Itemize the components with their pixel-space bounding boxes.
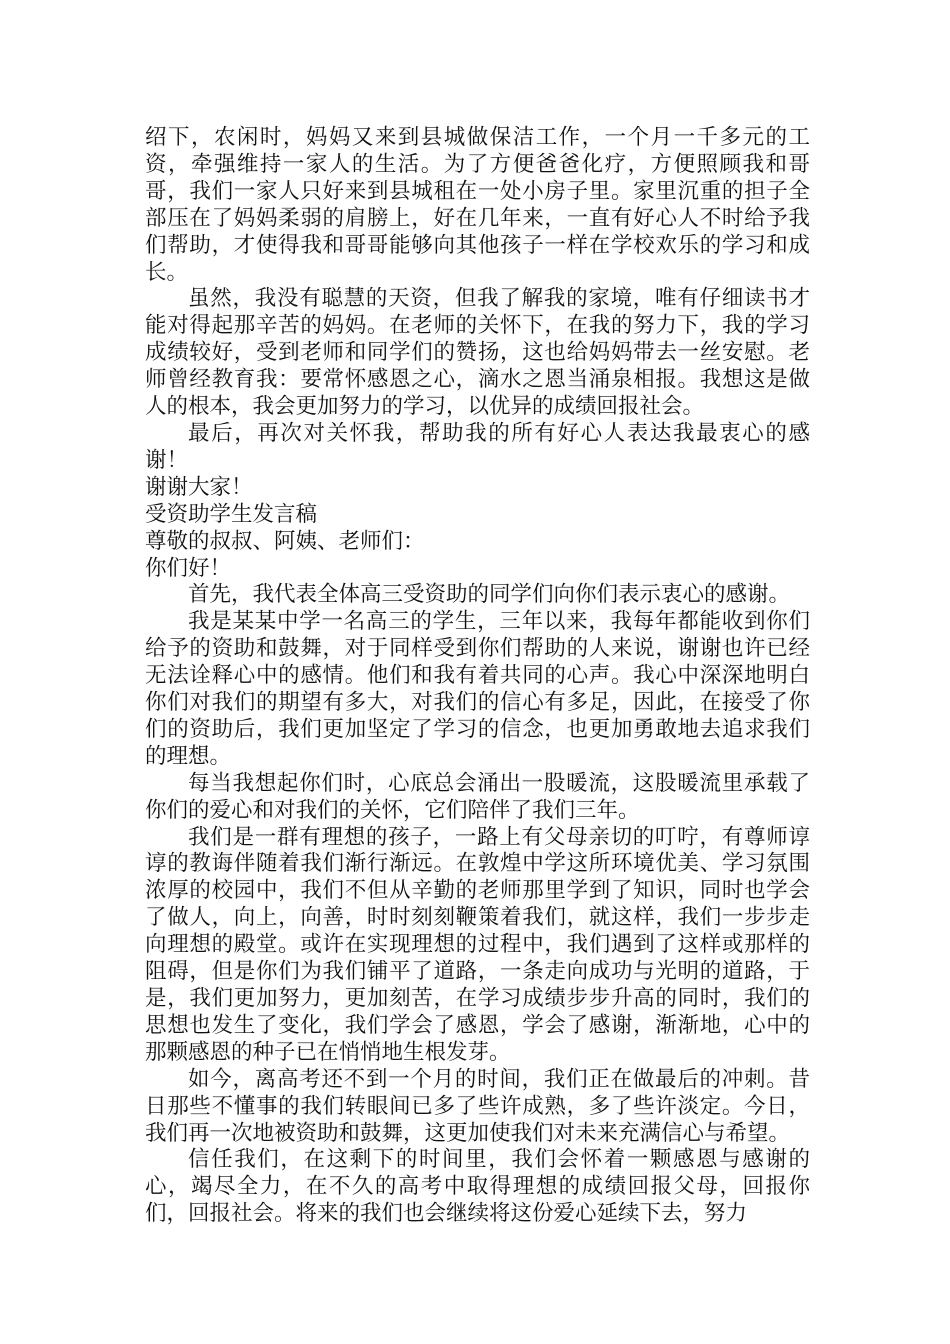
closing-line: 谢谢大家！ [145,474,253,500]
paragraph: 绍下，农闲时，妈妈又来到县城做保洁工作，一个月一千多元的工资，牵强维持一家人的生活。为了方便爸爸化疗，方便照顾我和哥哥，我们一家人只好来到县城租在一处小房子里。家里沉重的担子全部压在了妈妈柔弱的肩膀上，好在几年来，一直有好心人不时给予我们帮助，才使得我和哥哥能够向其他孩子一样在学校欢乐的学习和成长。 [145,125,810,285]
paragraph: 每当我想起你们时，心底总会涌出一股暖流，这股暖流里承载了你们的爱心和对我们的关怀，它们陪伴了我们三年。 [145,770,810,823]
salutation: 尊敬的叔叔、阿姨、老师们： [145,528,425,554]
greeting: 你们好！ [145,555,232,581]
paragraph: 最后，再次对关怀我，帮助我的所有好心人表达我最衷心的感谢！ [145,420,810,473]
paragraph: 我们是一群有理想的孩子，一路上有父母亲切的叮咛，有尊师谆谆的教诲伴随着我们渐行渐远。在敦煌中学这所环境优美、学习氛围浓厚的校园中，我们不但从辛勤的老师那里学到了知识，同时也学会了做人，向上，向善，时时刻刻鞭策着我们，就这样，我们一步步走向理想的殿堂。或许在实现理想的过程中，我们遇到了这样或那样的阻碍，但是你们为我们铺平了道路，一条走向成功与光明的道路，于是，我们更加努力，更加刻苦，在学习成绩步步升高的同时，我们的思想也发生了变化，我们学会了感恩，学会了感谢，渐渐地，心中的那颗感恩的种子已在悄悄地生根发芽。 [145,824,810,1065]
document-body [145,125,810,1228]
speech-title: 受资助学生发言稿 [145,501,318,527]
paragraph: 如今，离高考还不到一个月的时间，我们正在做最后的冲刺。昔日那些不懂事的我们转眼间已多了些许成熟，多了些许淡定。今日，我们再一次地被资助和鼓舞，这更加使我们对未来充满信心与希望。 [145,1066,810,1146]
paragraph: 首先，我代表全体高三受资助的同学们向你们表示衷心的感谢。 [188,582,791,608]
paragraph: 虽然，我没有聪慧的天资，但我了解我的家境，唯有仔细读书才能对得起那辛苦的妈妈。在老师的关怀下，在我的努力下，我的学习成绩较好，受到老师和同学们的赞扬，这也给妈妈带去一丝安慰。老师曾经教育我：要常怀感恩之心，滴水之恩当涌泉相报。我想这是做人的根本，我会更加努力的学习，以优异的成绩回报社会。 [145,286,810,420]
paragraph: 信任我们，在这剩下的时间里，我们会怀着一颗感恩与感谢的心，竭尽全力，在不久的高考中取得理想的成绩回报父母，回报你们，回报社会。将来的我们也会继续将这份爱心延续下去，努力 [145,1147,810,1227]
paragraph: 我是某某中学一名高三的学生，三年以来，我每年都能收到你们给予的资助和鼓舞，对于同样受到你们帮助的人来说，谢谢也许已经无法诠释心中的感情。他们和我有着共同的心声。我心中深深地明白你们对我们的期望有多大，对我们的信心有多足，因此，在接受了你们的资助后，我们更加坚定了学习的信念，也更加勇敢地去追求我们的理想。 [145,609,810,769]
